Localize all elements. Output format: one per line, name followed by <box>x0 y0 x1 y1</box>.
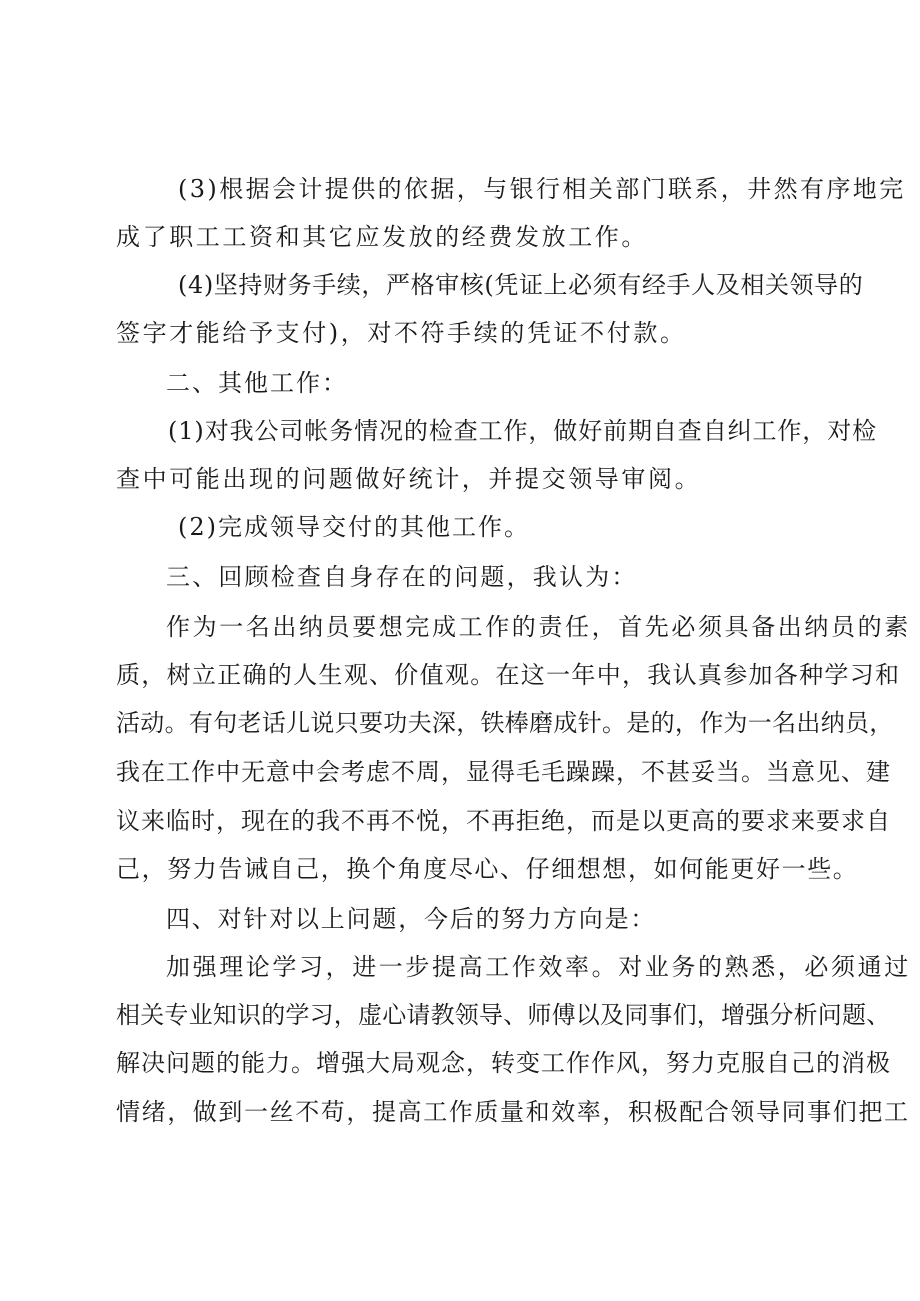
paragraph-improvement-line-2: 相关专业知识的学习，虚心请教领导、师傅以及同事们，增强分析问题、 <box>116 1001 891 1029</box>
paragraph-3-line-2: 成了职工工资和其它应发放的经费发放工作。 <box>116 223 648 251</box>
paragraph-other-2: (2)完成领导交付的其他工作。 <box>178 513 530 541</box>
section-heading-other-work: 二、其他工作： <box>166 369 348 397</box>
paragraph-other-1-line-1: (1)对我公司帐务情况的检查工作，做好前期自查自纠工作，对检 <box>168 417 877 445</box>
paragraph-self-review-line-1: 作为一名出纳员要想完成工作的责任，首先必须具备出纳员的素 <box>166 613 911 641</box>
paragraph-4-line-2: 签字才能给予支付)，对不符手续的凭证不付款。 <box>116 319 687 347</box>
section-heading-self-review: 三、回顾检查自身存在的问题，我认为： <box>166 563 638 591</box>
paragraph-improvement-line-1: 加强理论学习，进一步提高工作效率。对业务的熟悉，必须通过 <box>166 953 911 981</box>
paragraph-improvement-line-3: 解决问题的能力。增强大局观念，转变工作作风，努力克服自己的消极 <box>116 1049 891 1077</box>
paragraph-3-line-1: (3)根据会计提供的依据，与银行相关部门联系，井然有序地完 <box>178 175 906 203</box>
paragraph-self-review-line-3: 活动。有句老话儿说只要功夫深，铁棒磨成针。是的，作为一名出纳员， <box>116 709 894 737</box>
paragraph-self-review-line-5: 议来临时，现在的我不再不悦，不再拒绝，而是以更高的要求来要求自 <box>116 807 891 835</box>
paragraph-4-line-1: (4)坚持财务手续，严格审核(凭证上必须有经手人及相关领导的 <box>178 271 864 299</box>
section-heading-improvement: 四、对针对以上问题，今后的努力方向是： <box>166 905 657 933</box>
paragraph-self-review-line-4: 我在工作中无意中会考虑不周，显得毛毛躁躁，不甚妥当。当意见、建 <box>116 758 891 786</box>
paragraph-improvement-line-4: 情绪，做到一丝不苟，提高工作质量和效率，积极配合领导同事们把工 <box>116 1098 910 1126</box>
paragraph-self-review-line-2: 质，树立正确的人生观、价值观。在这一年中，我认真参加各种学习和 <box>116 661 901 689</box>
paragraph-self-review-line-6: 己，努力告诫自己，换个角度尽心、仔细想想，如何能更好一些。 <box>116 855 859 883</box>
paragraph-other-1-line-2: 查中可能出现的问题做好统计，并提交领导审阅。 <box>116 465 702 493</box>
